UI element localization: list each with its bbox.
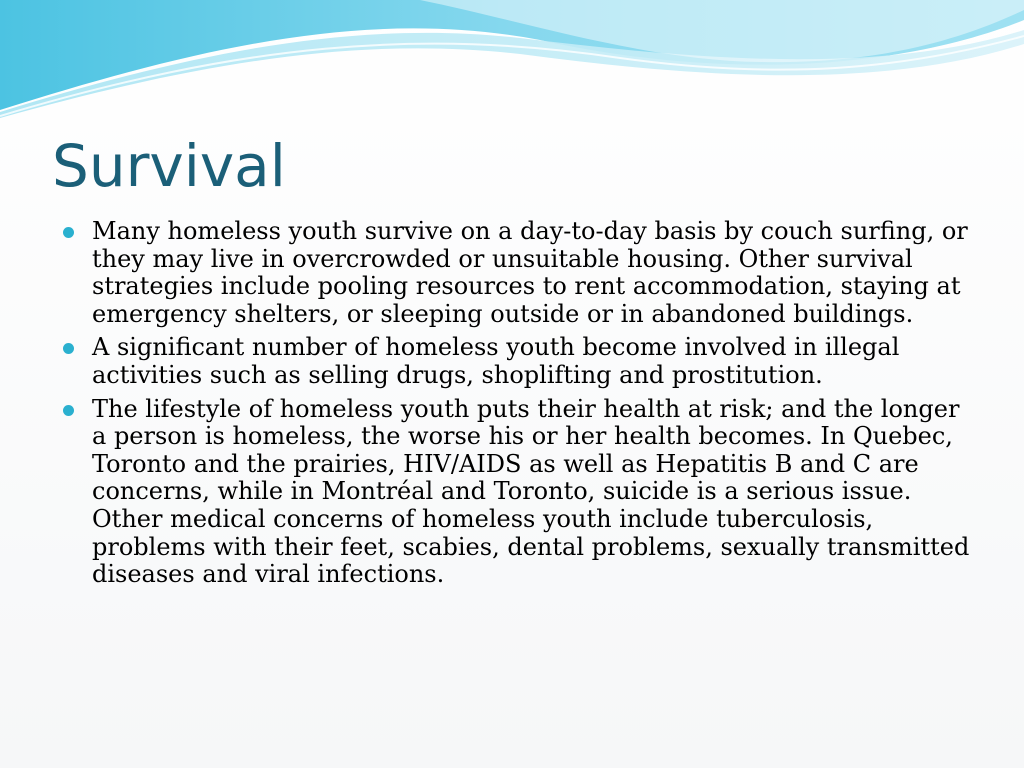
bullet-text: The lifestyle of homeless youth puts their health at risk; and the longer a person is homeless, the worse his or her health becomes. In Quebec, Toronto and the prairies, HIV/AIDS as well as Hepatitis B and C are concerns, while in Montréal and Toronto, suicide is a serious issue. Other medical concerns of homeless youth include tuberculosis, problems with their feet, scabies, dental problems, sexually transmitted diseases and viral infections.	[92, 394, 970, 589]
bullet-item	[60, 218, 980, 328]
bullet-list	[60, 218, 980, 595]
bullet-text: A significant number of homeless youth become involved in illegal activities such as selling drugs, shoplifting and prostitution.	[92, 333, 900, 389]
bullet-dot-icon	[63, 405, 74, 416]
bullet-text: Many homeless youth survive on a day-to-day basis by couch surfing, or they may live in overcrowded or unsuitable housing. Other survival strategies include pooling resources to rent accommodation, staying at emergency shelters, or sleeping outside or in abandoned buildings.	[92, 217, 968, 328]
bullet-dot-icon	[63, 227, 74, 238]
wave-header-decoration	[0, 0, 1024, 120]
slide-title: Survival	[52, 132, 286, 200]
bullet-dot-icon	[63, 343, 74, 354]
bullet-item	[60, 396, 980, 589]
bullet-item	[60, 334, 980, 389]
